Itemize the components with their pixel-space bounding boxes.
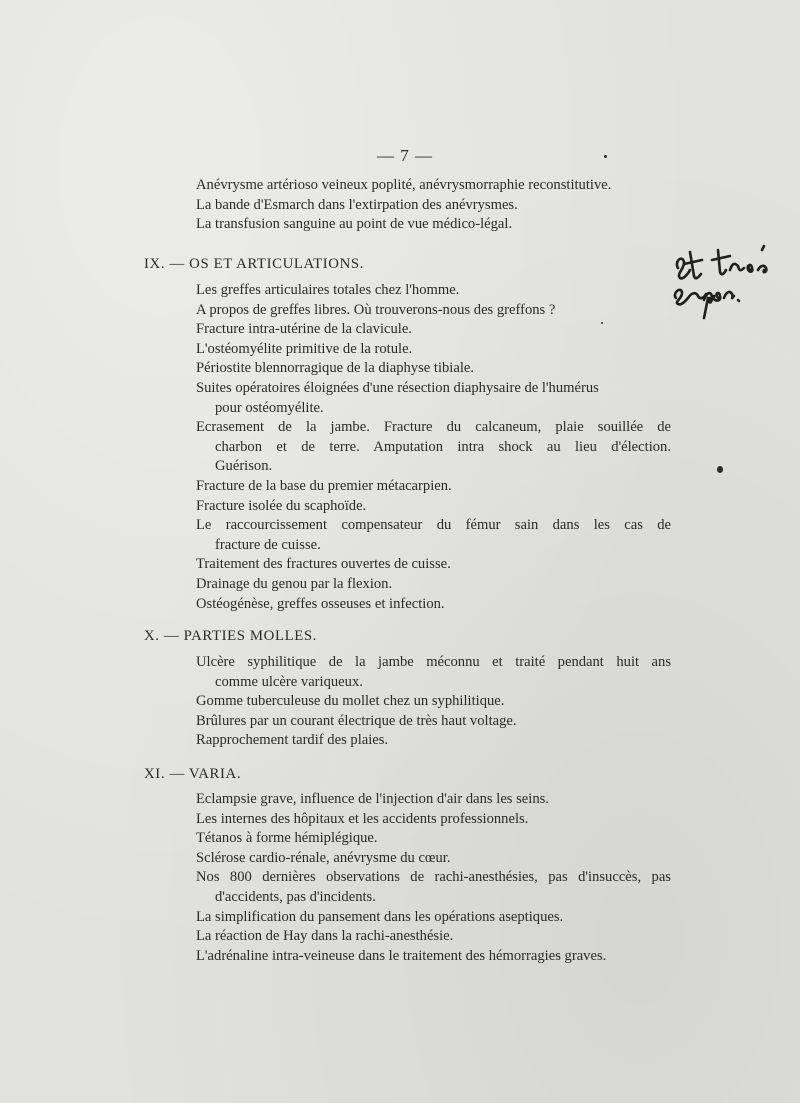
list-item: La bande d'Esmarch dans l'extirpation des anévrysmes. bbox=[196, 196, 518, 213]
list-item: La réaction de Hay dans la rachi-anesthésie. bbox=[196, 928, 454, 945]
list-item: Ecrasement de la jambe. Fracture du calcaneum, plaie souillée de bbox=[196, 419, 671, 436]
list-item: Anévrysme artérioso veineux poplité, anévrysmorraphie reconstitutive. bbox=[196, 177, 612, 193]
list-item-continuation: charbon et de terre. Amputation intra shock au lieu d'élection. bbox=[215, 438, 671, 455]
section-dash: — bbox=[169, 766, 185, 782]
section-items-os-et-articulations bbox=[196, 281, 671, 614]
section-heading-parties-molles bbox=[144, 628, 317, 645]
section-heading-varia bbox=[144, 766, 241, 783]
section-title: PARTIES MOLLES. bbox=[183, 628, 317, 644]
list-item: L'adrénaline intra-veineuse dans le traitement des hémorragies graves. bbox=[196, 947, 607, 964]
section-dash: — bbox=[169, 256, 185, 272]
list-item-continuation: fracture de cuisse. bbox=[215, 536, 321, 553]
handwritten-annotation bbox=[668, 240, 778, 320]
ink-speck bbox=[717, 466, 723, 473]
list-item: Brûlures par un courant électrique de très haut voltage. bbox=[196, 712, 517, 729]
list-item: A propos de greffes libres. Où trouverons-nous des greffons ? bbox=[196, 301, 556, 318]
list-item: Eclampsie grave, influence de l'injection d'air dans les seins. bbox=[196, 791, 549, 807]
list-item: Drainage du genou par la flexion. bbox=[196, 575, 393, 592]
page-number: — 7 — bbox=[377, 146, 433, 165]
list-item-continuation: Guérison. bbox=[215, 458, 273, 475]
section-numeral: X. bbox=[144, 628, 160, 644]
list-item: Tétanos à forme hémiplégique. bbox=[196, 830, 378, 847]
section-numeral: XI. bbox=[144, 766, 166, 782]
list-item: L'ostéomyélite primitive de la rotule. bbox=[196, 340, 413, 357]
section-heading-os-et-articulations bbox=[144, 256, 364, 273]
section-numeral: IX. bbox=[144, 256, 166, 272]
list-item: Le raccourcissement compensateur du fémur sain dans les cas de bbox=[196, 517, 671, 534]
list-item: La transfusion sanguine au point de vue médico-légal. bbox=[196, 216, 513, 233]
list-item: Ulcère syphilitique de la jambe méconnu et traité pendant huit ans bbox=[196, 654, 671, 670]
list-item: Traitement des fractures ouvertes de cuisse. bbox=[196, 556, 451, 573]
intro-list bbox=[196, 176, 676, 235]
list-item: Rapprochement tardif des plaies. bbox=[196, 732, 389, 749]
list-item: Périostite blennorragique de la diaphyse tibiale. bbox=[196, 360, 475, 377]
list-item: Suites opératoires éloignées d'une résection diaphysaire de l'humérus bbox=[196, 379, 599, 396]
list-item-continuation: d'accidents, pas d'incidents. bbox=[215, 888, 376, 905]
list-item: Nos 800 dernières observations de rachi-anesthésies, pas d'insuccès, pas bbox=[196, 869, 671, 886]
ink-speck bbox=[601, 322, 603, 324]
list-item: Fracture de la base du premier métacarpien. bbox=[196, 477, 452, 494]
section-title: VARIA. bbox=[188, 766, 242, 782]
ink-speck bbox=[604, 155, 607, 158]
list-item: Ostéogénèse, greffes osseuses et infection. bbox=[196, 595, 445, 612]
list-item-continuation: pour ostéomyélite. bbox=[215, 399, 324, 416]
list-item: Les greffes articulaires totales chez l'homme. bbox=[196, 282, 460, 298]
section-items-parties-molles bbox=[196, 653, 671, 751]
section-dash: — bbox=[163, 628, 180, 644]
list-item-continuation: comme ulcère variqueux. bbox=[215, 673, 363, 690]
list-item: Les internes des hôpitaux et les accidents professionnels. bbox=[196, 810, 529, 827]
list-item: Fracture isolée du scaphoïde. bbox=[196, 497, 367, 514]
section-title: OS ET ARTICULATIONS. bbox=[189, 256, 365, 272]
list-item: Sclérose cardio-rénale, anévrysme du cœur. bbox=[196, 849, 451, 866]
section-items-varia bbox=[196, 790, 671, 966]
list-item: Fracture intra-utérine de la clavicule. bbox=[196, 321, 412, 338]
list-item: La simplification du pansement dans les opérations aseptiques. bbox=[196, 908, 564, 925]
list-item: Gomme tuberculeuse du mollet chez un syphilitique. bbox=[196, 693, 505, 710]
